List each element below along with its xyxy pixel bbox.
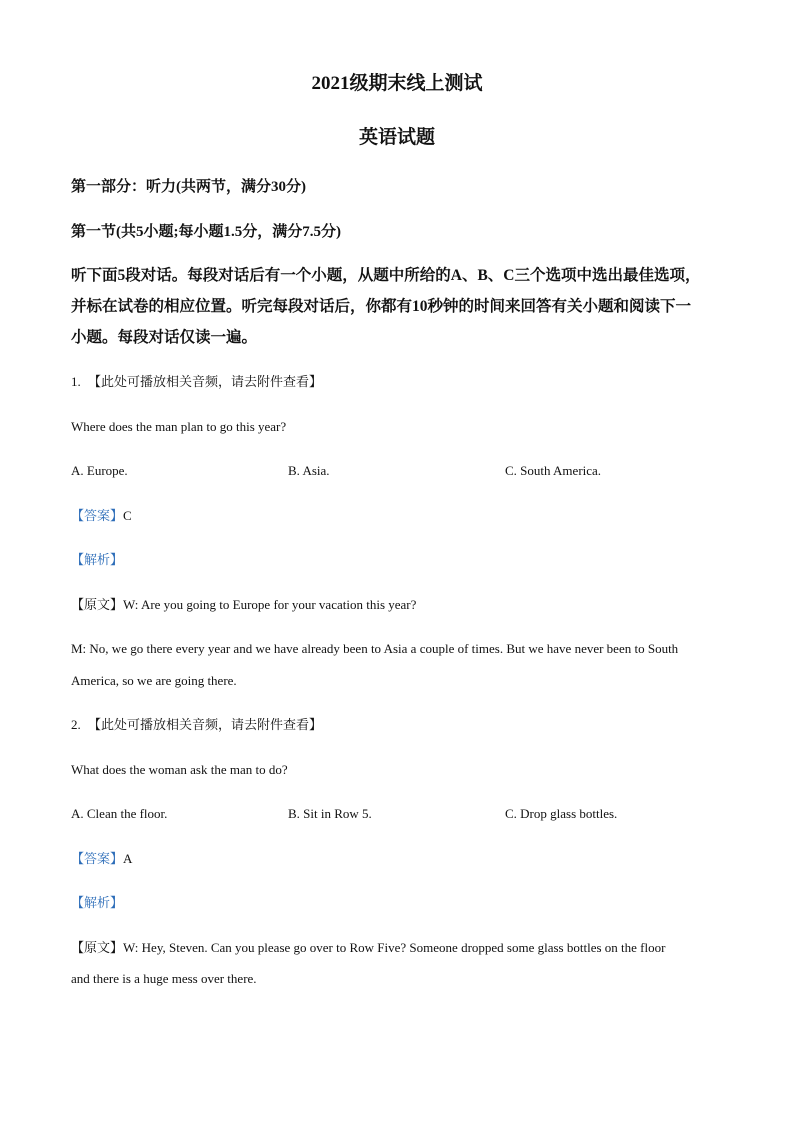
page-subtitle: 英语试题 <box>358 127 435 148</box>
question-header <box>71 374 322 390</box>
option-c: C. South America. <box>505 463 602 478</box>
answer-line <box>71 508 132 524</box>
transcript-text: W: Are you going to Europe for your vacation this year? <box>123 597 417 612</box>
audio-note: 【此处可播放相关音频，请去附件查看】 <box>88 717 323 732</box>
answer-tag: 【答案】 <box>71 508 124 523</box>
page-title: 2021级期末线上测试 <box>311 73 483 94</box>
transcript-line: M: No, we go there every year and we have already been to Asia a couple of times. But we have never been to South <box>71 641 679 656</box>
transcript-text: W: Hey, Steven. Can you please go over to Row Five? Someone dropped some glass bottles on the floor <box>123 940 666 955</box>
question-header <box>71 717 322 733</box>
option-c: C. Drop glass bottles. <box>505 806 618 821</box>
transcript-line: and there is a huge mess over there. <box>71 971 257 986</box>
question-number: 2. <box>71 717 81 732</box>
answer-tag: 【答案】 <box>71 851 124 866</box>
transcript-tag: 【原文】 <box>71 940 124 955</box>
option-a: A. Clean the floor. <box>71 806 168 821</box>
analysis-tag: 【解析】 <box>71 552 124 567</box>
question-number: 1. <box>71 374 81 389</box>
instruction-line: 并标在试卷的相应位置。听完每段对话后，你都有10秒钟的时间来回答有关小题和阅读下一 <box>71 298 692 315</box>
answer-value: A <box>123 851 133 866</box>
transcript-line: America, so we are going there. <box>71 673 237 688</box>
analysis-tag: 【解析】 <box>71 895 124 910</box>
transcript-line <box>71 940 665 956</box>
transcript-line <box>71 597 416 613</box>
answer-line <box>71 851 132 867</box>
option-b: B. Sit in Row 5. <box>288 806 372 821</box>
option-a: A. Europe. <box>71 463 128 478</box>
section-heading: 第一节(共5小题;每小题1.5分，满分7.5分) <box>71 224 341 240</box>
instruction-line: 小题。每段对话仅读一遍。 <box>71 329 258 346</box>
option-b: B. Asia. <box>288 463 330 478</box>
part-heading: 第一部分：听力(共两节，满分30分) <box>71 179 306 195</box>
transcript-tag: 【原文】 <box>71 597 124 612</box>
question-prompt: What does the woman ask the man to do? <box>71 762 288 777</box>
audio-note: 【此处可播放相关音频，请去附件查看】 <box>88 374 323 389</box>
answer-value: C <box>123 508 132 523</box>
question-prompt: Where does the man plan to go this year? <box>71 419 287 434</box>
instruction-line: 听下面5段对话。每段对话后有一个小题，从题中所给的A、B、C三个选项中选出最佳选项， <box>71 267 701 284</box>
